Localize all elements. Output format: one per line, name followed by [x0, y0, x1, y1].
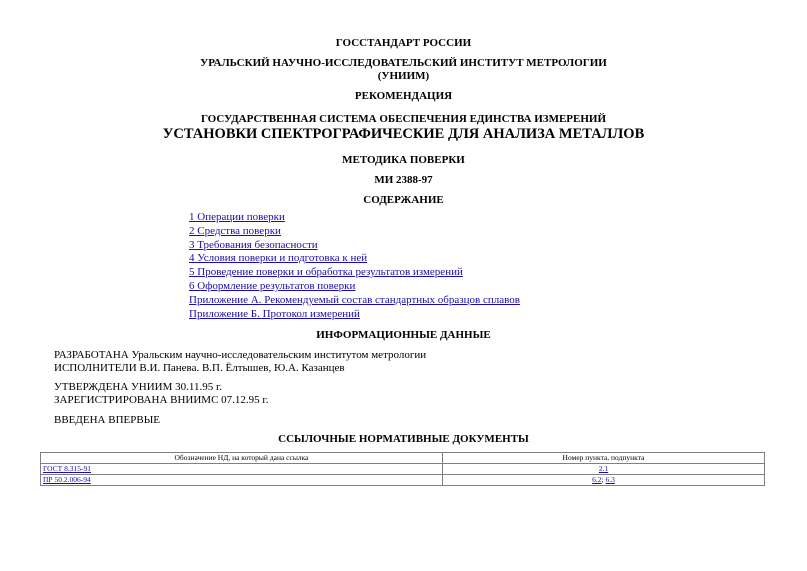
toc-link-appendix-a[interactable]: Приложение А. Рекомендуемый состав стандартных образцов сплавов	[189, 293, 520, 306]
ref-item-cell	[443, 475, 765, 486]
info-introduced: ВВЕДЕНА ВПЕРВЫЕ	[54, 414, 161, 426]
ref-item-link[interactable]: 6.2	[592, 475, 602, 484]
document-subtitle: МЕТОДИКА ПОВЕРКИ	[342, 154, 465, 166]
system-heading: ГОСУДАРСТВЕННАЯ СИСТЕМА ОБЕСПЕЧЕНИЯ ЕДИНСТВА ИЗМЕРЕНИЙ	[200, 113, 607, 125]
toc-heading: СОДЕРЖАНИЕ	[363, 194, 444, 206]
toc-link-conditions[interactable]: 4 Условия поверки и подготовка к ней	[189, 252, 368, 265]
toc-link-procedure[interactable]: 5 Проведение поверки и обработка результатов измерений	[189, 266, 463, 279]
info-performers: ИСПОЛНИТЕЛИ В.И. Панева. В.П. Ёлтышев, Ю.А. Казанцев	[54, 362, 345, 374]
toc-link-appendix-b[interactable]: Приложение Б. Протокол измерений	[189, 307, 360, 320]
ref-doc-cell	[41, 475, 443, 486]
info-heading: ИНФОРМАЦИОННЫЕ ДАННЫЕ	[316, 329, 491, 341]
info-developed: РАЗРАБОТАНА Уральским научно-исследовательским институтом метрологии	[54, 349, 427, 361]
table-header-row	[41, 453, 765, 464]
document-title: УСТАНОВКИ СПЕКТРОГРАФИЧЕСКИЕ ДЛЯ АНАЛИЗА МЕТАЛЛОВ	[162, 126, 645, 142]
table-row	[41, 475, 765, 486]
references-table	[40, 452, 765, 486]
refs-heading: ССЫЛОЧНЫЕ НОРМАТИВНЫЕ ДОКУМЕНТЫ	[278, 433, 529, 445]
toc-link-results[interactable]: 6 Оформление результатов поверки	[189, 279, 356, 292]
ref-item-separator: ;	[601, 475, 606, 484]
agency-heading: ГОССТАНДАРТ РОССИИ	[335, 37, 472, 49]
institute-line-1: УРАЛЬСКИЙ НАУЧНО-ИССЛЕДОВАТЕЛЬСКИЙ ИНСТИТУТ МЕТРОЛОГИИ	[200, 57, 607, 69]
document-code: МИ 2388-97	[374, 174, 433, 186]
toc-link-means[interactable]: 2 Средства поверки	[189, 224, 281, 237]
table-row	[41, 464, 765, 475]
institute-line-2: (УНИИМ)	[377, 70, 430, 82]
doc-kind-heading: РЕКОМЕНДАЦИЯ	[354, 90, 453, 102]
column-header-item: Номер пункта, подпункта	[443, 453, 765, 464]
table-of-contents	[189, 211, 520, 321]
ref-item-link[interactable]: 6.3	[605, 475, 615, 484]
ref-doc-link[interactable]: ПР 50.2.006-94	[43, 475, 91, 484]
toc-link-safety[interactable]: 3 Требования безопасности	[189, 238, 318, 251]
ref-item-link[interactable]: 2.1	[598, 464, 609, 473]
info-registered: ЗАРЕГИСТРИРОВАНА ВНИИМС 07.12.95 г.	[54, 394, 269, 406]
ref-doc-cell	[41, 464, 443, 475]
ref-doc-link[interactable]: ГОСТ 8.315-91	[43, 464, 91, 473]
info-approved: УТВЕРЖДЕНА УНИИМ 30.11.95 г.	[54, 381, 223, 393]
column-header-doc: Обозначение НД, на который дана ссылка	[41, 453, 443, 464]
toc-link-operations[interactable]: 1 Операции поверки	[189, 211, 285, 223]
ref-item-cell	[443, 464, 765, 475]
